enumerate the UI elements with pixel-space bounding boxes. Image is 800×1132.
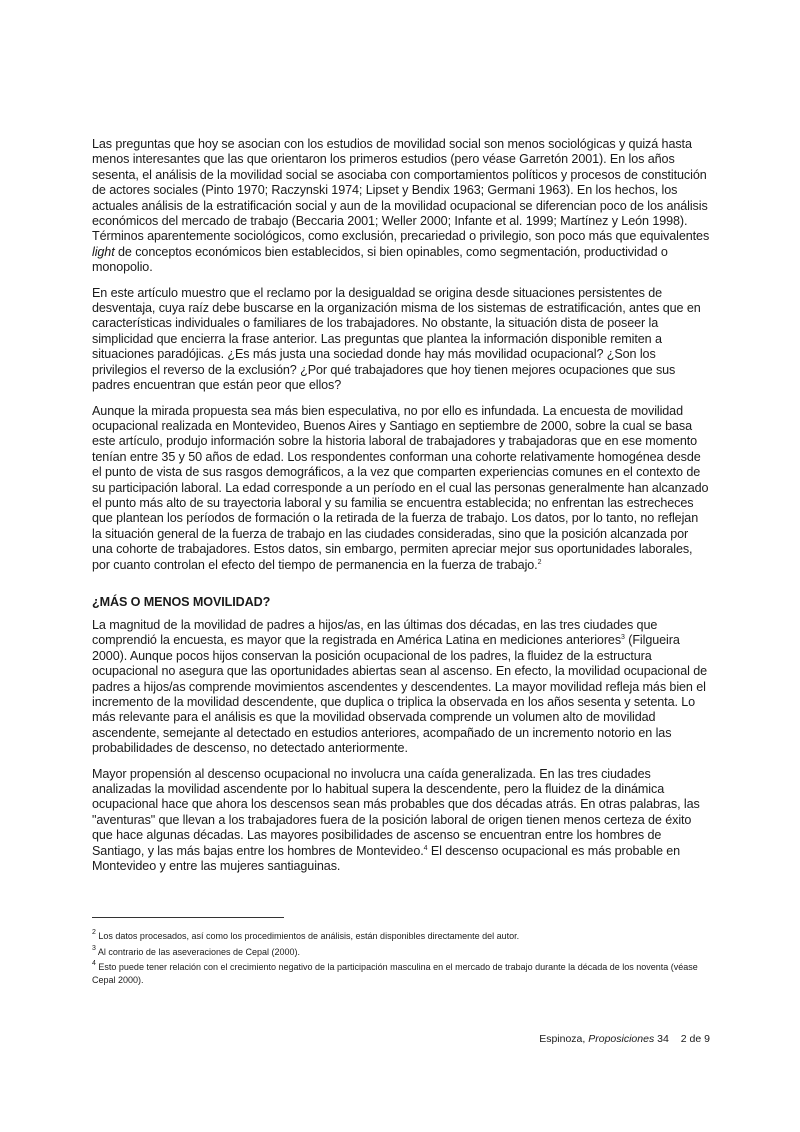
section-paragraph-1-text-a: La magnitud de la movilidad de padres a hijos/as, en las últimas dos décadas, en las tres ciudades que comprendió la encuesta, es mayor que la registrada en América Latina en mediciones anteriores	[92, 617, 658, 648]
article-body	[92, 137, 710, 884]
paragraph-2	[92, 286, 710, 394]
paragraph-1	[92, 137, 710, 276]
footnote-3	[92, 946, 710, 959]
paragraph-1-text-b: de conceptos económicos bien establecidos, si bien opinables, como segmentación, productividad o monopolio.	[92, 244, 668, 275]
section-paragraph-2-text-a: Mayor propensión al descenso ocupacional no involucra una caída generalizada. En las tres ciudades analizadas la movilidad ascendente por lo habitual supera la descendente, pero la fluidez de la dinámica ocupacional hace que ahora los descensos sean más probables que dos décadas atrás. En otras palabras, las "aventuras" que llevan a los trabajadores fuera de la posición laboral de origen tienen menos certeza de éxito que hace algunas décadas. Las mayores posibilidades de ascenso se encuentran entre los hombres de Santiago, y las más bajas entre los hombres de Montevideo.	[92, 766, 700, 858]
footer-issue: 34	[654, 1033, 669, 1045]
footnote-ref-3[interactable]: 3	[621, 634, 625, 642]
paragraph-3	[92, 404, 710, 573]
footnote-4	[92, 961, 710, 986]
footnote-number: 3	[92, 944, 96, 952]
section-paragraph-1	[92, 618, 710, 757]
section-paragraph-1-text-b: (Filgueira 2000). Aunque pocos hijos conservan la posición ocupacional de los padres, la fluidez de la estructura ocupacional no asegura que las oportunidades abiertas sean al ascenso. En efecto, la movilidad ocupacional de padres a hijos/as comprende movimientos ascendentes y descendentes. La mayor movilidad refleja más bien el incremento de la movilidad descendente, que duplica o triplica la observada en los años sesenta y setenta. Lo más relevante para el análisis es que la movilidad observada comprende un volumen alto de movilidad ascendente, semejante al detectado en estudios anteriores, acompañado de un incremento notorio en las probabilidades de descenso, no detectado anteriormente.	[92, 633, 708, 756]
footnotes	[92, 930, 710, 989]
paragraph-1-italic-light: light	[92, 244, 115, 259]
footnote-ref-4[interactable]: 4	[423, 844, 428, 852]
footnote-number: 2	[92, 929, 96, 936]
footnote-text: Esto puede tener relación con el crecimiento negativo de la participación masculina en el mercado de trabajo durante la década de los noventa (véase Cepal 2000).	[92, 962, 698, 985]
footnote-text: Los datos procesados, así como los procedimientos de análisis, están disponibles directamente del autor.	[95, 931, 520, 941]
paragraph-1-text-a: Las preguntas que hoy se asocian con los estudios de movilidad social son menos sociológicas y quizá hasta menos interesantes que las que orientaron los primeros estudios (pero véase Garretón 2001). En los años sesenta, el análisis de la movilidad social se asociaba con comportamientos políticos y procesos de constitución de actores sociales (Pinto 1970; Raczynski 1974; Lipset y Bendix 1963; Germani 1963). En los hechos, los actuales análisis de la estratificación social y aun de la movilidad ocupacional se diferencian poco de los análisis económicos del mercado de trabajo (Beccaria 2001; Weller 2000; Infante et al. 1999; Martínez y León 1998). Términos aparentemente sociológicos, como exclusión, precariedad o privilegio, son poco más que equivalentes	[92, 137, 710, 244]
paragraph-3-text: Aunque la mirada propuesta sea más bien especulativa, no por ello es infundada. La encuesta de movilidad ocupacional realizada en Montevideo, Buenos Aires y Santiago en septiembre de 2000, sobre la cual se basa este artículo, produjo información sobre la historia laboral de trabajadores y trabajadoras que en ese momento tenían entre 35 y 50 años de edad. Los respondentes conforman una cohorte relativamente homogénea desde el punto de vista de sus rasgos demográficos, a la vez que comparten experiencias comunes en el contexto de su participación laboral. La edad corresponde a un período en el cual las personas generalmente han alcanzado el punto más alto de su trayectoria laboral y su familia se encuentra establecida; no enfrentan las estrecheces que plantean los períodos de formación o la retirada de la fuerza de trabajo. Los datos, por lo tanto, no reflejan la situación general de la fuerza de trabajo en las ciudades consideradas, sino que la posición alcanzada por una cohorte de trabajadores. Estos datos, sin embargo, permiten apreciar mejor sus oportunidades laborales, por cuanto controlan el efecto del tiempo de permanencia en la fuerza de trabajo.	[92, 403, 709, 572]
footnote-2	[92, 930, 710, 943]
page-footer	[500, 1033, 710, 1045]
footnote-separator	[92, 917, 284, 918]
section-paragraph-2	[92, 767, 710, 875]
footer-author: Espinoza,	[539, 1033, 589, 1045]
page-number: 2 de 9	[680, 1033, 710, 1045]
footnote-text: Al contrario de las aseveraciones de Cepal (2000).	[95, 946, 301, 957]
footer-citation	[539, 1033, 669, 1045]
footer-journal: Proposiciones	[588, 1033, 655, 1045]
footnote-number: 4	[92, 960, 96, 967]
section-paragraph-2-text-b: El descenso ocupacional es más probable en Montevideo y entre las mujeres santiaguinas.	[92, 843, 681, 874]
section-heading: ¿MÁS O MENOS MOVILIDAD?	[92, 594, 271, 609]
paragraph-2-text: En este artículo muestro que el reclamo por la desigualdad se origina desde situaciones persistentes de desventaja, cuya raíz debe buscarse en la organización misma de los sistemas de estratificación, antes que en características individuales o familiares de los trabajadores. No obstante, la situación dista de poseer la simplicidad que encierra la frase anterior. Las preguntas que plantea la información disponible remiten a situaciones paradójicas. ¿Es más justa una sociedad donde hay más movilidad ocupacional? ¿Son los privilegios el reverso de la exclusión? ¿Por qué trabajadores que hoy tienen mejores ocupaciones que sus padres encuentran que están peor que ellos?	[92, 285, 701, 393]
footnote-ref-2[interactable]: 2	[537, 558, 542, 566]
